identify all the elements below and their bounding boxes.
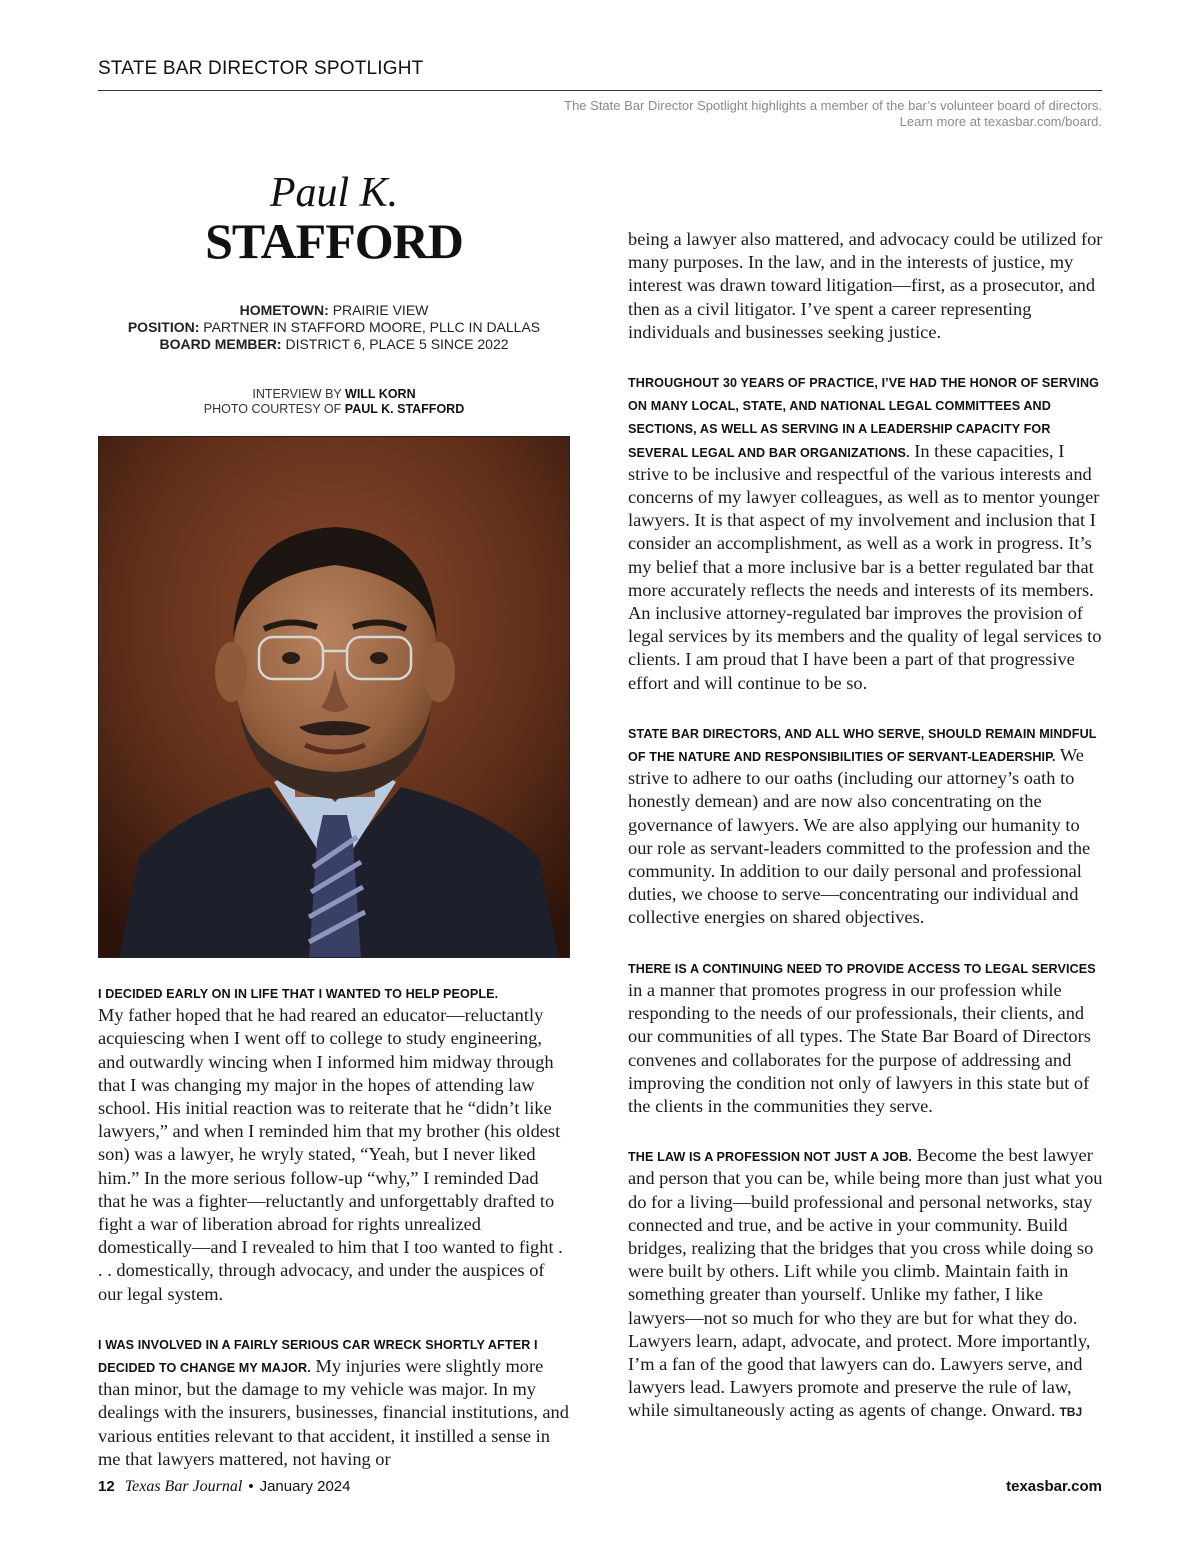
name-block [98, 170, 570, 269]
photo-credit-name: PAUL K. STAFFORD [344, 402, 465, 416]
paragraph-body: In these capacities, I strive to be inclusive and respectful of the various interests and concerns of my lawyer colleagues, as well as to mentor younger lawyers. It is that aspect of my involvement and inclusion that I consider an accomplishment, as well as a work in progress. It’s my belief that a more inclusive bar is a better regulated bar that more accurately reflects the needs and interests of its members. An inclusive attorney-regulated bar improves the provision of legal services by its members and the quality of legal services to clients. I am proud that I have been a part of that progressive effort and will continue to be so. [628, 440, 1102, 693]
paragraph-body: Become the best lawyer and person that you can be, while being more than just what you do for a living—build professional and personal networks, stay connected and true, and be active in your community. Build bridges, realizing that the bridges that you cross while doing so were built by others. Lift while you climb. Maintain faith in something greater than yourself. Unlike my father, I like lawyers—not so much for who they are but for what they do. Lawyers learn, adapt, advocate, and protect. More importantly, I’m a fan of the good that lawyers can do. Lawyers serve, and lawyers lead. Lawyers promote and preserve the rule of law, while simultaneously acting as agents of change. Onward. [628, 1145, 1103, 1421]
position-value: PARTNER IN STAFFORD MOORE, PLLC IN DALLAS [203, 319, 541, 335]
position-fact [98, 319, 570, 336]
interview-prefix: INTERVIEW BY [252, 387, 342, 401]
intro-line-1: The State Bar Director Spotlight highlights a member of the bar’s volunteer board of directors. [564, 98, 1102, 113]
position-label: POSITION: [127, 319, 200, 335]
journal-name: Texas Bar Journal [124, 1478, 243, 1495]
paragraph-help-people [98, 981, 570, 1306]
left-column [98, 981, 570, 1497]
page-footer [98, 1478, 1102, 1498]
portrait-illustration [99, 437, 570, 958]
paragraph-access-legal-services [628, 956, 1104, 1118]
board-value: DISTRICT 6, PLACE 5 SINCE 2022 [285, 336, 509, 352]
paragraph-lead: THERE IS A CONTINUING NEED TO PROVIDE ACCESS TO LEGAL SERVICES [628, 961, 1096, 976]
end-mark: TBJ [1059, 1405, 1083, 1420]
paragraph-lead: THE LAW IS A PROFESSION NOT JUST A JOB. [628, 1150, 913, 1165]
profile-facts [98, 302, 570, 353]
paragraph-lead: I DECIDED EARLY ON IN LIFE THAT I WANTED TO HELP PEOPLE. [98, 987, 499, 1001]
board-label: BOARD MEMBER: [159, 336, 282, 352]
paragraph-continuation: being a lawyer also mattered, and advocacy could be utilized for many purposes. In the law, and in the interests of justice, my interest was drawn toward litigation—first, as a prosecutor, and then as a civil litigator. I’ve spent a career representing individuals and businesses seeking justice. [628, 229, 1103, 342]
paragraph-body: in a manner that promotes progress in our profession while responding to the needs of our professionals, their clients, and our communities of all types. The State Bar Board of Directors convenes and collaborates for the purpose of addressing and improving the condition not only of lawyers in this state but of the clients in the communities they serve. [628, 979, 1091, 1116]
section-title: STATE BAR DIRECTOR SPOTLIGHT [98, 58, 424, 79]
paragraph-body: My father hoped that he had reared an educator—reluctantly acquiescing when I went off to college to study engineering, and outwardly wincing when I informed him midway through that I was changing my major in the hopes of attending law school. His initial reaction was to reiterate that he “didn’t like lawyers,” and when I reminded him that my brother (his oldest son) was a lawyer, he wryly stated, “Yeah, but I never liked him.” In the more serious follow-up “why,” I reminded Dad that he was a fighter—reluctantly and unforgettably drafted to fight a war of liberation abroad for rights unrealized domestically—and I revealed to him that I too wanted to fight . . . domestically, through advocacy, and under the auspices of our legal system. [98, 1005, 563, 1304]
paragraph-car-wreck [98, 1332, 570, 1471]
header-rule [98, 90, 1102, 91]
paragraph-body: My injuries were slightly more than minor, but the damage to my vehicle was major. In my dealings with the insurers, businesses, financial institutions, and various entities relevant to that accident, it instilled a sense in me that lawyers mattered, not having or [98, 1356, 569, 1469]
issue-date: January 2024 [259, 1478, 351, 1495]
photo-credit [98, 402, 570, 417]
intro-note [402, 98, 1102, 130]
page-number: 12 [98, 1478, 115, 1495]
interview-credit [98, 387, 570, 402]
paragraph-profession [628, 1144, 1104, 1424]
paragraph-lead: I WAS INVOLVED IN A FAIRLY SERIOUS CAR WRECK SHORTLY AFTER I DECIDED TO CHANGE MY MAJOR. [98, 1337, 538, 1376]
paragraph-30-years [628, 370, 1104, 695]
footer-bullet: • [248, 1478, 254, 1495]
photo-prefix: PHOTO COURTESY OF [203, 402, 342, 416]
paragraph-lead: STATE BAR DIRECTORS, AND ALL WHO SERVE, SHOULD REMAIN MINDFUL OF THE NATURE AND RESPONSIBILITIES OF SERVANT-LEADERSHIP. [628, 726, 1097, 765]
credits [98, 387, 570, 417]
footer-left [98, 1478, 351, 1496]
intro-line-2: Learn more at texasbar.com/board. [899, 114, 1102, 129]
last-name: STAFFORD [205, 213, 463, 269]
first-name: Paul K. [269, 170, 399, 216]
paragraph-servant-leadership [628, 721, 1104, 930]
interviewer-name: WILL KORN [345, 387, 416, 401]
portrait-photo [98, 436, 570, 958]
hometown-fact [98, 302, 570, 319]
right-column [628, 228, 1104, 1451]
paragraph-body: We strive to adhere to our oaths (including our attorney’s oath to honestly demean) and are now also concentrating on the governance of lawyers. We are also applying our humanity to our role as servant-leaders committed to the profession and the community. In addition to our daily personal and professional duties, we choose to serve—concentrating our individual and collective energies on shared objectives. [628, 745, 1091, 928]
hometown-value: PRAIRIE VIEW [332, 302, 429, 318]
site-url[interactable]: texasbar.com [1006, 1478, 1102, 1495]
hometown-label: HOMETOWN: [239, 302, 329, 318]
board-fact [98, 336, 570, 353]
paragraph-lead: THROUGHOUT 30 YEARS OF PRACTICE, I’VE HAD THE HONOR OF SERVING ON MANY LOCAL, STATE, AND NATIONAL LEGAL COMMITTEES AND SECTIONS, AS WELL AS SERVING IN A LEADERSHIP CAPACITY FOR SEVERAL LEGAL AND BAR ORGANIZATIONS. [628, 376, 1100, 460]
